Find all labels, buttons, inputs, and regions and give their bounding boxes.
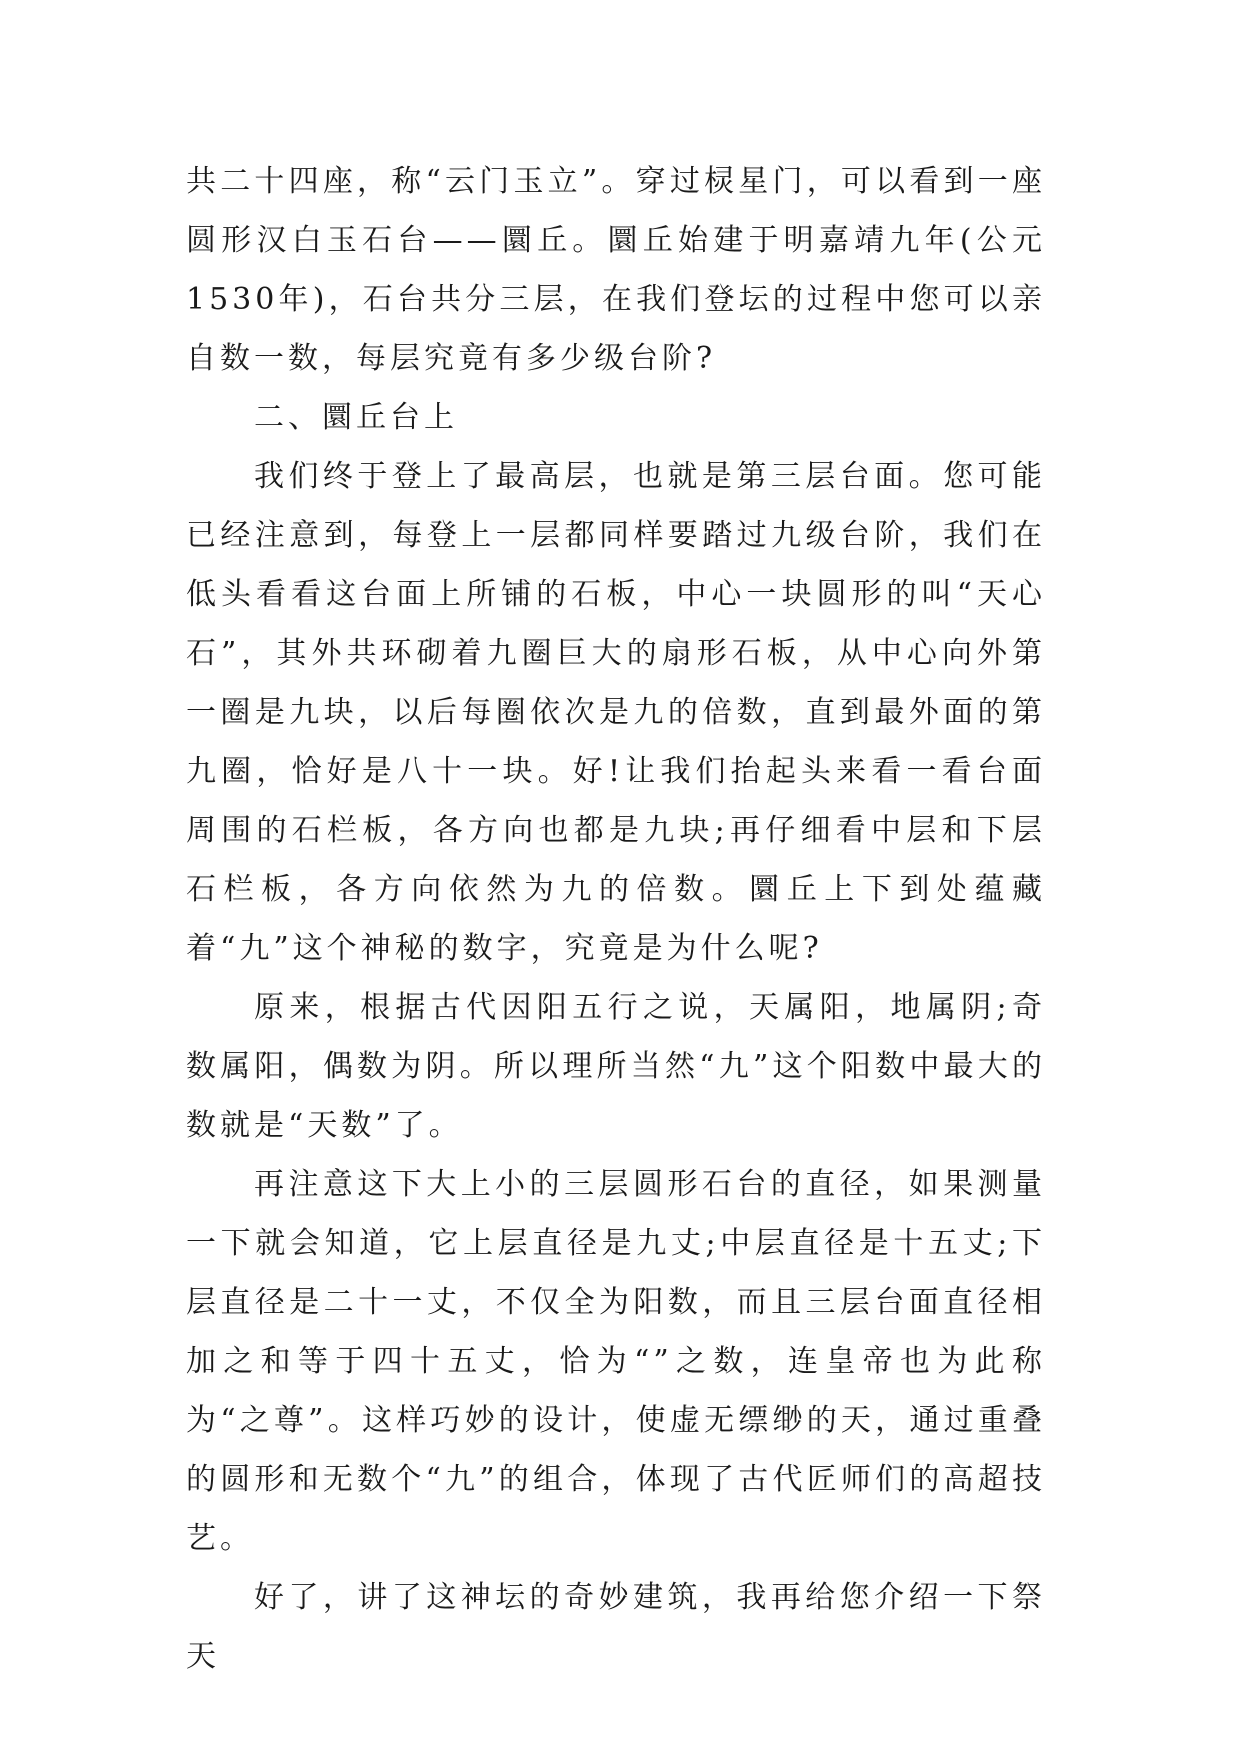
- paragraph-5: 好了，讲了这神坛的奇妙建筑，我再给您介绍一下祭天: [186, 1580, 1046, 1674]
- paragraph-3: 原来，根据古代因阳五行之说，天属阳，地属阴;奇数属阳，偶数为阴。所以理所当然“九”这个阳数中最大的数就是“天数”了。: [186, 990, 1046, 1143]
- paragraph-2: 我们终于登上了最高层，也就是第三层台面。您可能已经注意到，每登上一层都同样要踏过九级台阶，我们在低头看看这台面上所铺的石板，中心一块圆形的叫“天心石”，其外共环砌着九圈巨大的扇形石板，从中心向外第一圈是九块，以后每圈依次是九的倍数，直到最外面的第九圈，恰好是八十一块。好!让我们抬起头来看一看台面周围的石栏板，各方向也都是九块;再仔细看中层和下层石栏板，各方向依然为九的倍数。圜丘上下到处蕴藏着“九”这个神秘的数字，究竟是为什么呢?: [186, 459, 1046, 966]
- section-heading: 二、圜丘台上: [254, 400, 458, 435]
- document-body: [186, 152, 1046, 1686]
- paragraph-4: 再注意这下大上小的三层圆形石台的直径，如果测量一下就会知道，它上层直径是九丈;中层直径是十五丈;下层直径是二十一丈，不仅全为阳数，而且三层台面直径相加之和等于四十五丈，恰为“”之数，连皇帝也为此称为“之尊”。这样巧妙的设计，使虚无缥缈的天，通过重叠的圆形和无数个“九”的组合，体现了古代匠师们的高超技艺。: [186, 1167, 1046, 1556]
- paragraph-1: 共二十四座，称“云门玉立”。穿过棂星门，可以看到一座圆形汉白玉石台——圜丘。圜丘始建于明嘉靖九年(公元1530年)，石台共分三层，在我们登坛的过程中您可以亲自数一数，每层究竟有多少级台阶?: [186, 164, 1046, 376]
